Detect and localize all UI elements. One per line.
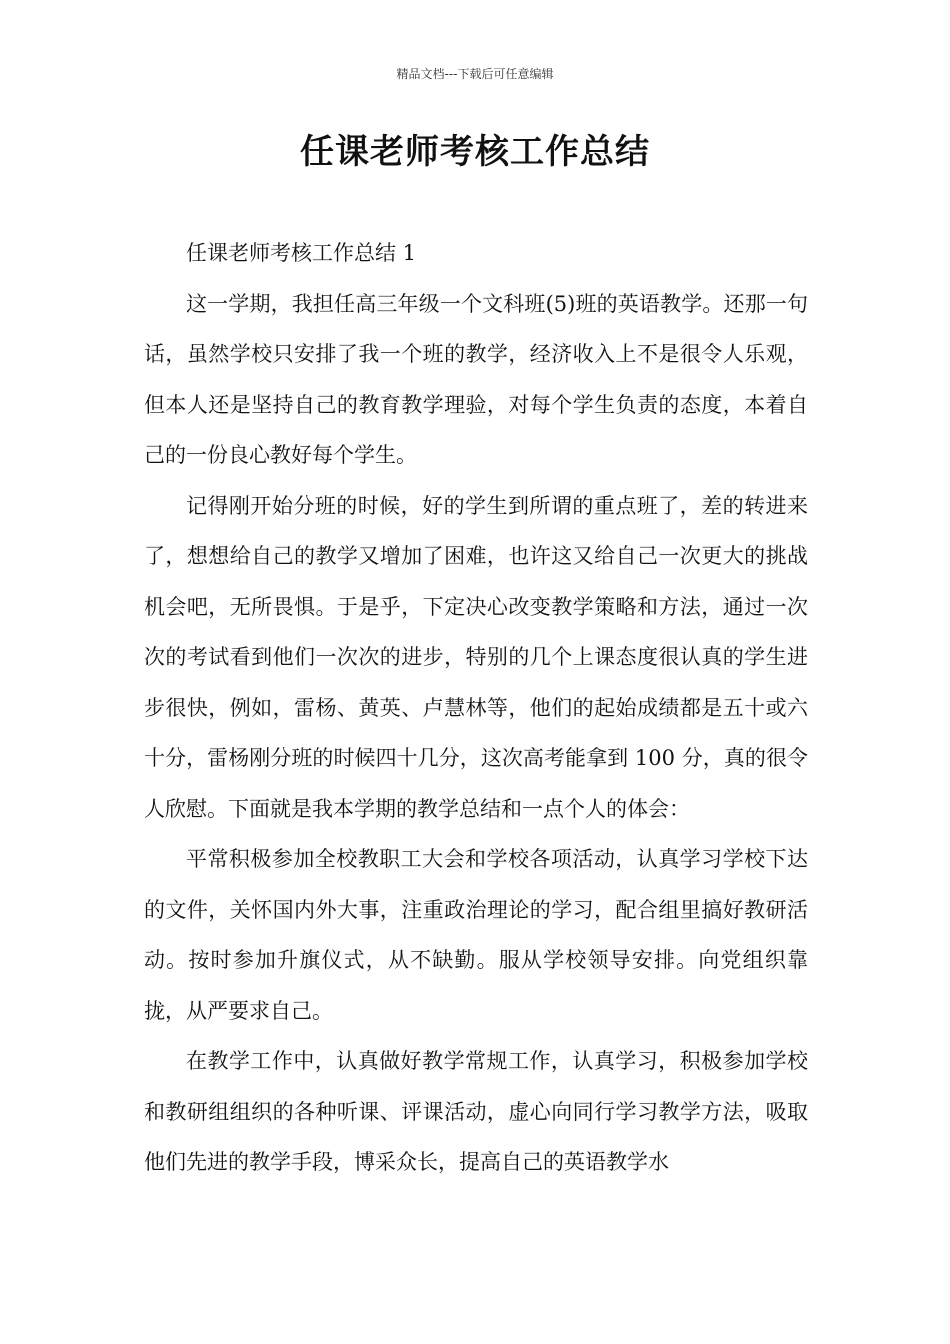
paragraph: 记得刚开始分班的时候，好的学生到所谓的重点班了，差的转进来了，想想给自己的教学又增加了困难，也许这又给自己一次更大的挑战机会吧，无所畏惧。于是乎，下定决心改变教学策略和方法，通过一次次的考试看到他们一次次的进步，特别的几个上课态度很认真的学生进步很快，例如，雷杨、黄英、卢慧林等，他们的起始成绩都是五十或六十分，雷杨刚分班的时候四十几分，这次高考能拿到 100 分，真的很令人欣慰。下面就是我本学期的教学总结和一点个人的体会： (144, 493, 808, 821)
header-watermark: 精品文档---下载后可任意编辑 (396, 67, 554, 81)
paragraph: 在教学工作中，认真做好教学常规工作，认真学习，积极参加学校和教研组组织的各种听课、评课活动，虚心向同行学习教学方法，吸取他们先进的教学手段，博采众长，提高自己的英语教学水 (144, 1049, 808, 1174)
section-subheading: 任课老师考核工作总结 1 (186, 241, 417, 265)
document-body (144, 228, 808, 1188)
paragraph: 平常积极参加全校教职工大会和学校各项活动，认真学习学校下达的文件，关怀国内外大事，注重政治理论的学习，配合组里搞好教研活动。按时参加升旗仪式，从不缺勤。服从学校领导安排。向党组织靠拢，从严要求自己。 (144, 847, 808, 1023)
paragraph: 这一学期，我担任高三年级一个文科班(5)班的英语教学。还那一句话，虽然学校只安排了我一个班的教学，经济收入上不是很令人乐观，但本人还是坚持自己的教育教学理验，对每个学生负责的态度，本着自己的一份良心教好每个学生。 (144, 291, 808, 467)
document-title: 任课老师考核工作总结 (300, 132, 650, 172)
